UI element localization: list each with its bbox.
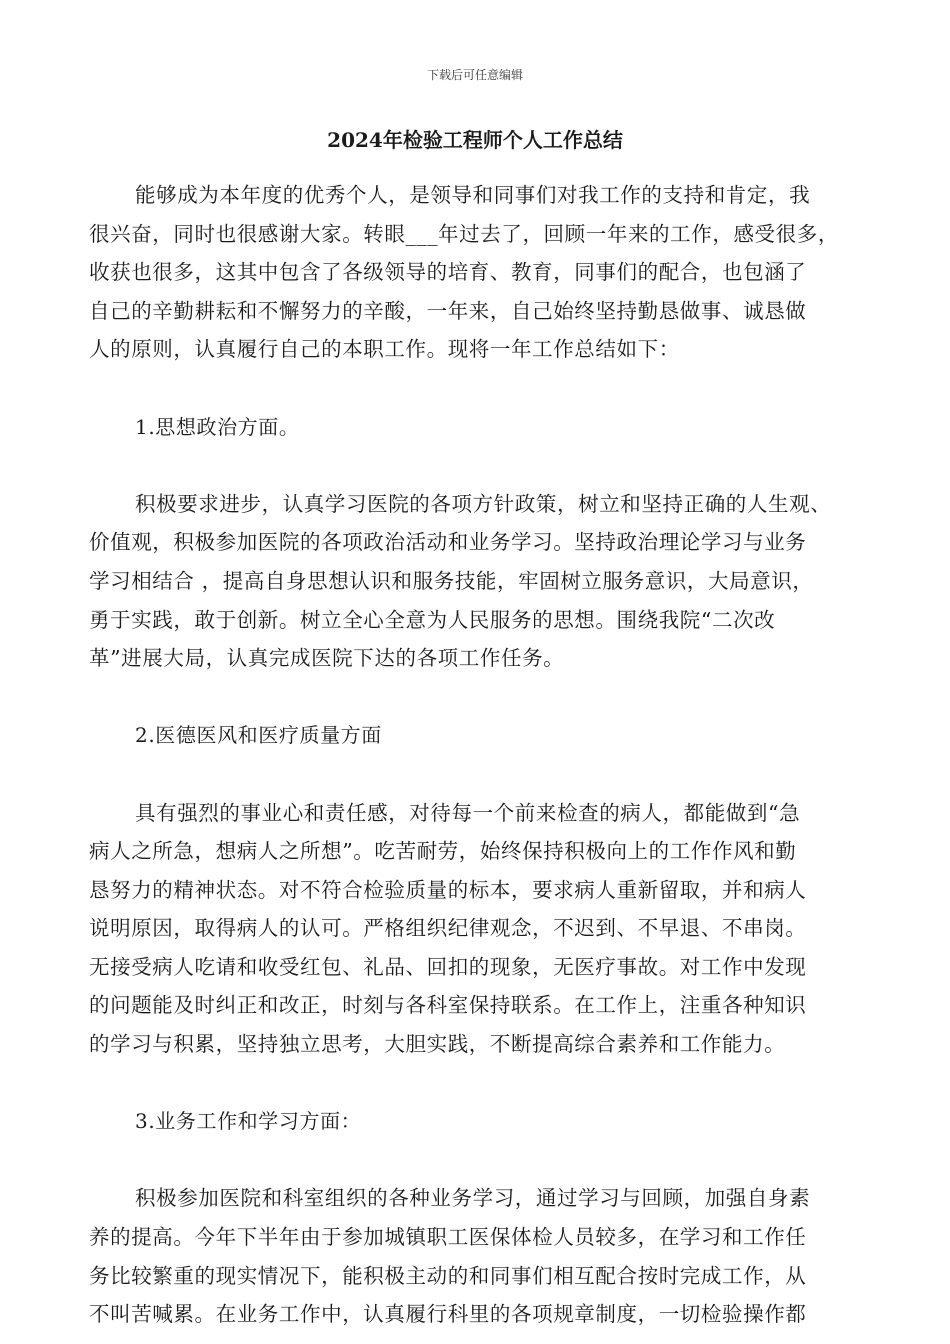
header-note: 下载后可任意编辑 (426, 68, 523, 82)
text-line: 勇于实践，敢于创新。树立全心全意为人民服务的思想。围绕我院“二次改 (89, 607, 776, 632)
text-line: 具有强烈的事业心和责任感，对待每一个前来检查的病人，都能做到“急 (135, 800, 801, 825)
text-line: 积极参加医院和科室组织的各种业务学习，通过学习与回顾，加强自身素 (135, 1186, 811, 1211)
text-line: 收获也很多，这其中包含了各级领导的培育、教育，同事们的配合，也包涵了 (89, 260, 807, 285)
document-body (89, 176, 869, 1334)
text-line: 学习相结合 ，提高自身思想认识和服务技能，牢固树立服务意识，大局意识， (89, 568, 814, 593)
text-line: 人的原则，认真履行自己的本职工作。现将一年工作总结如下： (89, 337, 680, 362)
text-line: 不叫苦喊累。在业务工作中，认真履行科里的各项规章制度，一切检验操作都 (89, 1302, 807, 1327)
section-3-paragraph (89, 1179, 869, 1333)
text-line: 病人之所急，想病人之所想”。吃苦耐劳，始终保持积极向上的工作作风和勤 (89, 839, 797, 864)
section-heading-3: 3.业务工作和学习方面： (135, 1109, 362, 1134)
section-2-paragraph (89, 794, 869, 1064)
section-heading-1: 1.思想政治方面。 (135, 414, 300, 439)
text-line: 革”进展大局，认真完成医院下达的各项工作任务。 (89, 646, 565, 671)
text-line: 养的提高。今年下半年由于参加城镇职工医保体检人员较多，在学习和工作任 (89, 1225, 807, 1250)
text-line: 很兴奋，同时也很感谢大家。转眼___年过去了，回顾一年来的工作，感受很多， (89, 221, 839, 246)
text-line: 务比较繁重的现实情况下，能积极主动的和同事们相互配合按时完成工作，从 (89, 1263, 807, 1288)
text-line: 的问题能及时纠正和改正，时刻与各科室保持联系。在工作上，注重各种知识 (89, 993, 807, 1018)
text-line: 价值观，积极参加医院的各项政治活动和业务学习。坚持政治理论学习与业务 (89, 530, 807, 555)
text-line: 积极要求进步，认真学习医院的各项方针政策，树立和坚持正确的人生观、 (135, 491, 832, 516)
text-line: 的学习与积累，坚持独立思考，大胆实践，不断提高综合素养和工作能力。 (89, 1032, 786, 1057)
intro-paragraph (89, 176, 869, 369)
text-line: 恳努力的精神状态。对不符合检验质量的标本，要求病人重新留取，并和病人 (89, 877, 807, 902)
text-line: 无接受病人吃请和收受红包、礼品、回扣的现象，无医疗事故。对工作中发现 (89, 954, 807, 979)
text-line: 能够成为本年度的优秀个人，是领导和同事们对我工作的支持和肯定，我 (135, 183, 811, 207)
section-heading-2: 2.医德医风和医疗质量方面 (135, 723, 382, 748)
section-1-paragraph (89, 485, 869, 678)
document-title: 2024年检验工程师个人工作总结 (327, 128, 623, 152)
text-line: 说明原因，取得病人的认可。严格组织纪律观念，不迟到、不早退、不串岗。 (89, 916, 807, 941)
text-line: 自己的辛勤耕耘和不懈努力的辛酸，一年来，自己始终坚持勤恳做事、诚恳做 (89, 298, 807, 323)
